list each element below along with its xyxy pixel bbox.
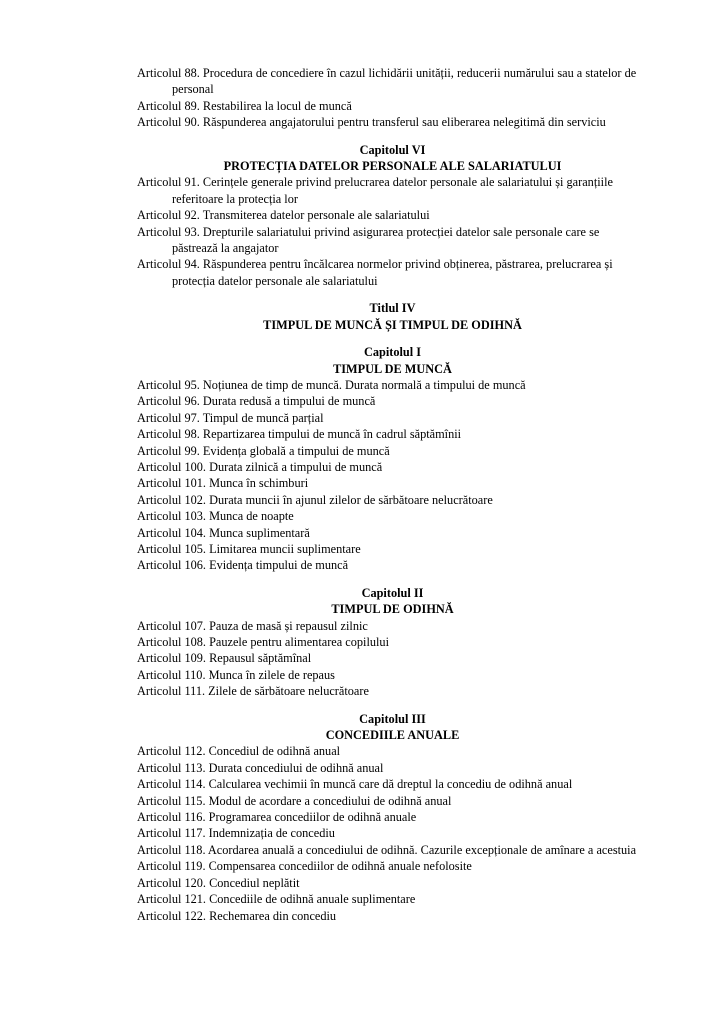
article-entry: Articolul 114. Calcularea vechimii în muncă care dă dreptul la concediu de odihnă anual	[137, 777, 573, 792]
heading-number: Capitolul III	[359, 711, 426, 726]
article-entry: Articolul 90. Răspunderea angajatorului pentru transferul sau eliberarea nelegitimă din serviciu	[137, 115, 606, 130]
article-entry: Articolul 93. Drepturile salariatului privind asigurarea protecției datelor sale personale care se păstrează la angajator	[137, 224, 600, 256]
article-entry: Articolul 120. Concediul neplătit	[137, 875, 300, 890]
heading-title: CONCEDIILE ANUALE	[325, 728, 460, 743]
article-entry: Articolul 88. Procedura de concediere în cazul lichidării unității, reducerii numărului sau a statelor de personal	[137, 66, 637, 97]
heading-spacer	[137, 333, 648, 344]
article-entry: Articolul 98. Repartizarea timpului de muncă în cadrul săptămînii	[137, 427, 462, 442]
heading-spacer	[137, 700, 648, 711]
article-entry: Articolul 111. Zilele de sărbătoare nelucrătoare	[137, 684, 369, 699]
article-entry: Articolul 92. Transmiterea datelor personale ale salariatului	[137, 208, 430, 223]
article-entry: Articolul 122. Rechemarea din concediu	[137, 908, 337, 923]
heading-spacer	[137, 289, 648, 300]
article-entry: Articolul 106. Evidența timpului de muncă	[137, 558, 349, 573]
article-entry: Articolul 116. Programarea concediilor de odihnă anuale	[137, 810, 417, 825]
article-entry: Articolul 104. Munca suplimentară	[137, 525, 310, 540]
heading-title: TIMPUL DE MUNCĂ ȘI TIMPUL DE ODIHNĂ	[263, 317, 522, 332]
heading-spacer	[137, 574, 648, 585]
section-heading	[137, 711, 648, 744]
article-entry: Articolul 113. Durata concediului de odihnă anual	[137, 760, 384, 775]
article-entry: Articolul 108. Pauzele pentru alimentarea copilului	[137, 635, 390, 649]
article-entry: Articolul 101. Munca în schimburi	[137, 476, 309, 491]
section-heading	[137, 142, 648, 175]
heading-number: Capitolul I	[363, 345, 422, 360]
article-entry: Articolul 99. Evidența globală a timpului de muncă	[137, 443, 390, 458]
article-entry: Articolul 96. Durata redusă a timpului de muncă	[137, 394, 376, 409]
article-entry: Articolul 105. Limitarea muncii suplimentare	[137, 541, 361, 556]
heading-title: TIMPUL DE MUNCĂ	[333, 361, 452, 376]
heading-title: PROTECȚIA DATELOR PERSONALE ALE SALARIATULUI	[223, 159, 562, 174]
article-entry: Articolul 91. Cerințele generale privind prelucrarea datelor personale ale salariatului și garanțiile referitoare la protecția lor	[137, 175, 613, 206]
article-entry: Articolul 107. Pauza de masă și repausul zilnic	[137, 618, 368, 633]
section-heading	[137, 344, 648, 377]
heading-number: Capitolul VI	[359, 142, 426, 157]
article-entry: Articolul 94. Răspunderea pentru încălcarea normelor privind obținerea, păstrarea, prelucrarea și protecția datelor personale ale salariatului	[137, 257, 613, 288]
article-entry: Articolul 102. Durata muncii în ajunul zilelor de sărbătoare nelucrătoare	[137, 492, 493, 507]
article-entry: Articolul 97. Timpul de muncă parțial	[137, 410, 324, 425]
article-entry: Articolul 109. Repausul săptămînal	[137, 651, 312, 666]
article-entry: Articolul 89. Restabilirea la locul de muncă	[137, 98, 352, 113]
heading-number: Capitolul II	[361, 585, 424, 600]
article-entry: Articolul 119. Compensarea concediilor de odihnă anuale nefolosite	[137, 859, 472, 874]
article-entry: Articolul 115. Modul de acordare a concediului de odihnă anual	[137, 793, 452, 808]
heading-title: TIMPUL DE ODIHNĂ	[331, 602, 454, 617]
heading-number: Titlul IV	[369, 301, 416, 316]
heading-spacer	[137, 131, 648, 142]
article-entry: Articolul 118. Acordarea anuală a concediului de odihnă. Cazurile excepționale de amînare a acestuia	[137, 842, 637, 857]
article-entry: Articolul 110. Munca în zilele de repaus	[137, 667, 335, 682]
section-heading	[137, 585, 648, 618]
article-entry: Articolul 95. Noțiunea de timp de muncă. Durata normală a timpului de muncă	[137, 377, 526, 392]
article-entry: Articolul 112. Concediul de odihnă anual	[137, 744, 341, 759]
article-entry: Articolul 103. Munca de noapte	[137, 509, 294, 524]
article-entry: Articolul 117. Indemnizația de concediu	[137, 826, 335, 841]
article-entry: Articolul 121. Concediile de odihnă anuale suplimentare	[137, 892, 416, 907]
article-entry: Articolul 100. Durata zilnică a timpului de muncă	[137, 459, 383, 474]
section-heading	[137, 300, 648, 333]
